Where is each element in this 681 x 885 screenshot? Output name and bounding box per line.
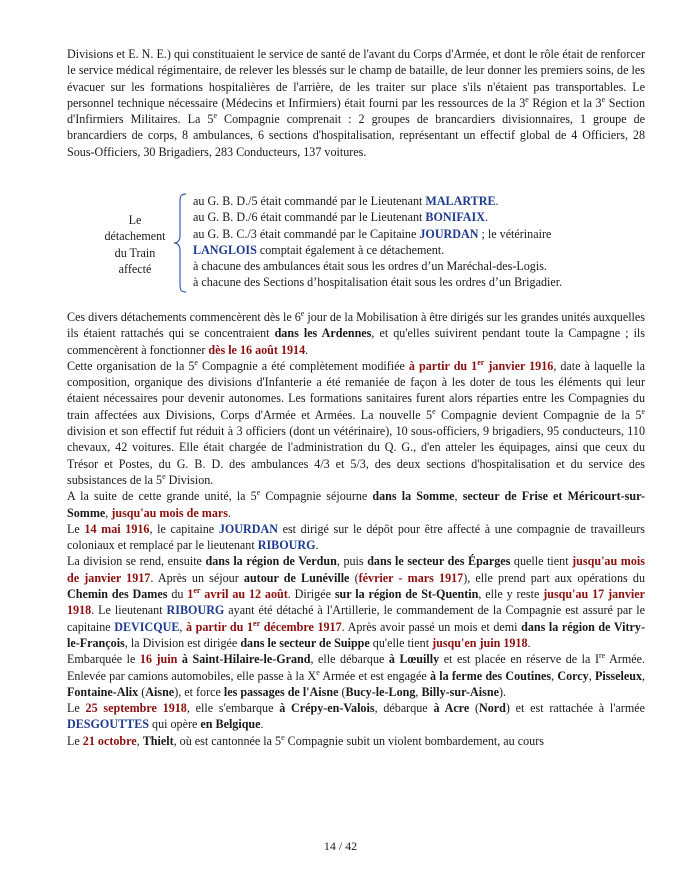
detachment-line: au G. B. D./5 était commandé par le Lieutenant MALARTRE.: [193, 194, 499, 208]
detachment-line: à chacune des Sections d’hospitalisation était sous les ordres d’un Brigadier.: [193, 275, 563, 290]
detachment-list: [193, 193, 645, 291]
detachment-line: au G. B. D./6 était commandé par le Lieutenant BONIFAIX.: [193, 210, 489, 225]
intro-paragraph: Divisions et E. N. E.) qui constituaient le service de santé de l'avant du Corps d'Armée, et dont le rôle était de renforcer le service médical régimentaire, de relever les blessés sur le champ de bataille, de leur donner les premiers soins, de les évacuer sur les formations hospitalières de l'arrière, de les traiter sur place s'ils n'étaient pas transportables. Le personnel technique nécessaire (Médecins et Infirmiers) était fourni par les ressources de la 3e Région et la 3e Section d'Infirmiers Militaires. La 5e Compagnie comprenait : 2 groupes de brancardiers divisionnaires, 1 groupe de brancardiers de corps, 8 ambulances, 6 sections d'hospitalisation, représentant un effectif global de 4 Officiers, 28 Sous-Officiers, 30 Brigadiers, 283 Conducteurs, 137 voitures.: [67, 47, 645, 159]
page-number: 14 / 42: [323, 839, 358, 853]
detachment-label: Le détachement du Train affecté: [104, 213, 166, 276]
detachment-line: à chacune des ambulances était sous les ordres d’un Maréchal-des-Logis.: [193, 259, 547, 274]
detachment-line: LANGLOIS comptait également à ce détachement.: [193, 242, 445, 257]
curly-brace-icon: [172, 193, 188, 293]
history-paragraph: Ces divers détachements commencèrent dès le 6e jour de la Mobilisation à être dirigés sur les grandes unités auxquelles ils étaient rattachés qui se concentraient dans les Ardennes, et qu'elles suivirent pendant toute la Campagne ; ils commencèrent à fonctionner dès le 16 août 1914. Cette organisation de la 5e Compagnie a été complètement modifiée à partir du 1er janvier 1916, date à laquelle la composition, organique des divisions d'Infanterie a été remaniée de façon à les doter de tous les éléments qui leur étaient nécessaires pour devenir autonomes. Les formations sanitaires furent alors réparties entre les Compagnies du train affectées aux Divisions, Corps d'Armée et Armées. La nouvelle 5e Compagnie devient Compagnie de la 5e division et son effectif fut réduit à 3 officiers (dont un vétérinaire), 10 sous-officiers, 9 brigadiers, 95 conducteurs, 110 chevaux, 42 voitures. Elle était chargée de l'administration du Q. G., d'en atteler les équipages, ainsi que ceux du Trésor et Postes, du G. B. D. des ambulances 4/3 et 5/3, des deux sections d'hospitalisation et du service des subsistances de la 5e Division. A la suite de cette grande unité, la 5e Compagnie séjourne dans la Somme, secteur de Frise et Méricourt-sur-Somme, jusqu'au mois de mars. Le 14 mai 1916, le capitaine JOURDAN est dirigé sur le dépôt pour être affecté à une compagnie de travailleurs coloniaux et remplacé par le lieutenant RIBOURG. La division se rend, ensuite dans la région de Verdun, puis dans le secteur des Éparges quelle tient jusqu'au mois de janvier 1917. Après un séjour autour de Lunéville (février - mars 1917), elle prend part aux opérations du Chemin des Dames du 1er avril au 12 août. Dirigée sur la région de St-Quentin, elle y reste jusqu'au 17 janvier 1918. Le lieutenant RIBOURG ayant été détaché à l'Artillerie, le commandement de la Compagnie est assuré par le capitaine DEVICQUE, à partir du 1er décembre 1917. Après avoir passé un mois et demi dans la région de Vitry-le-François, la Division est dirigée dans le secteur de Suippe qu'elle tient jusqu'en juin 1918. Embarquée le 16 juin à Saint-Hilaire-le-Grand, elle débarque à Lœuilly et est placée en réserve de la Ire Armée. Enlevée par camions automobiles, elle passe à la Xe Armée et est engagée à la ferme des Coutines, Corcy, Pisseleux, Fontaine-Alix (Aisne), et force les passages de l'Aisne (Bucy-le-Long, Billy-sur-Aisne). Le 25 septembre 1918, elle s'embarque à Crépy-en-Valois, débarque à Acre (Nord) et est rattachée à l'armée DESGOUTTES qui opère en Belgique. Le 21 octobre, Thielt, où est cantonnée la 5e Compagnie subit un violent bombardement, au cours: [67, 308, 646, 748]
detachment-line: au G. B. C./3 était commandé par le Capitaine JOURDAN ; le vétérinaire: [193, 226, 552, 241]
